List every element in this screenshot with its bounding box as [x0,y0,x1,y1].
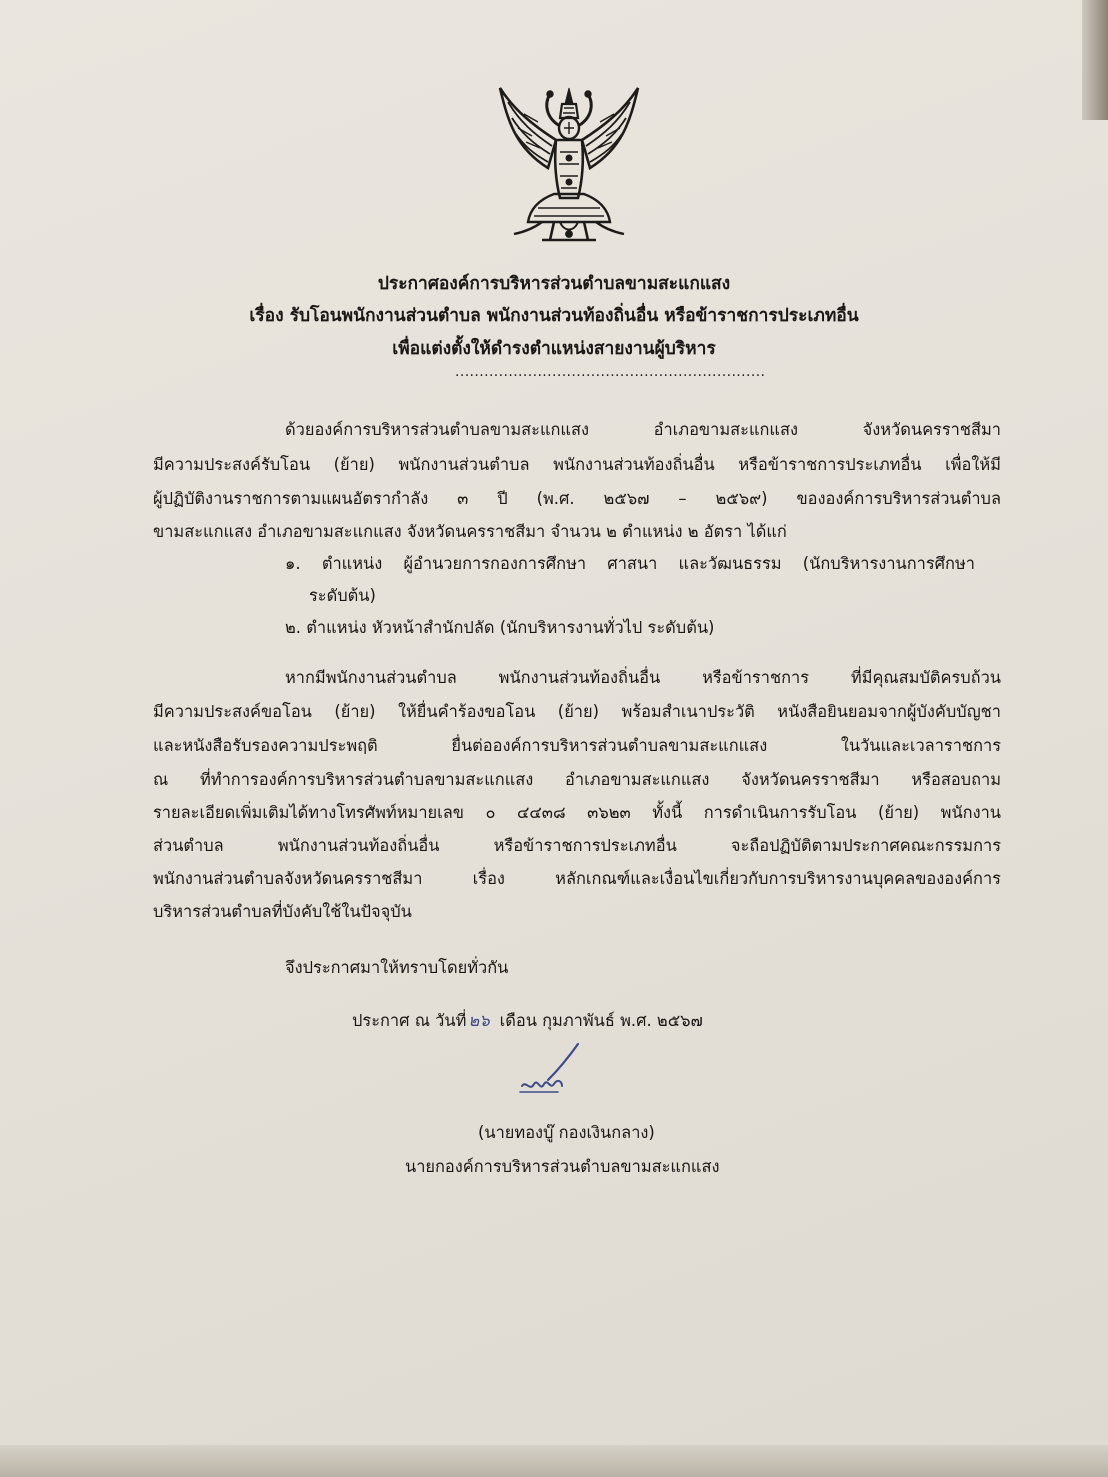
date-line [352,1008,703,1034]
position-2: ๒. ตำแหน่ง หัวหน้าสำนักปลัด (นักบริหารงานทั่วไป ระดับต้น) [285,618,715,637]
paragraph-2-line-3: และหนังสือรับรองความประพฤติ ยื่นต่อองค์การบริหารส่วนตำบลขามสะแกแสง ในวันและเวลาราชการ [153,736,1001,755]
closing-statement: จึงประกาศมาให้ทราบโดยทั่วกัน [285,958,509,977]
date-prefix: ประกาศ ณ วันที่ [352,1011,467,1030]
position-1-line-1: ๑. ตำแหน่ง ผู้อำนวยการกองการศึกษา ศาสนา และวัฒนธรรม (นักบริหารงานการศึกษา [285,554,975,573]
handwritten-signature-icon [518,1040,598,1100]
paragraph-2-line-1: หากมีพนักงานส่วนตำบล พนักงานส่วนท้องถิ่นอื่น หรือข้าราชการ ที่มีคุณสมบัติครบถ้วน [285,668,1001,687]
divider-dots: ................................................................ [455,364,766,380]
paragraph-2-line-4: ณ ที่ทำการองค์การบริหารส่วนตำบลขามสะแกแสง อำเภอขามสะแกแสง จังหวัดนครราชสีมา หรือสอบถาม [153,770,1001,789]
position-1-line-2: ระดับต้น) [309,586,376,605]
signatory-position: นายกองค์การบริหารส่วนตำบลขามสะแกแสง [405,1157,720,1176]
paragraph-1-line-4: ขามสะแกแสง อำเภอขามสะแกแสง จังหวัดนครราชสีมา จำนวน ๒ ตำแหน่ง ๒ อัตรา ได้แก่ [153,522,787,541]
paragraph-2-line-6: ส่วนตำบล พนักงานส่วนท้องถิ่นอื่น หรือข้าราชการประเภทอื่น จะถือปฏิบัติตามประกาศคณะกรรมการ [153,836,1001,855]
date-month-year: เดือน กุมภาพันธ์ พ.ศ. ๒๕๖๗ [499,1011,703,1030]
paragraph-2-line-8: บริหารส่วนตำบลที่บังคับใช้ในปัจจุบัน [153,902,412,921]
paragraph-1-line-2: มีความประสงค์รับโอน (ย้าย) พนักงานส่วนตำบล พนักงานส่วนท้องถิ่นอื่น หรือข้าราชการประเภทอื่น เพื่อให้มี [153,455,1001,474]
signatory-name: (นายทองบู๊ กองเงินกลาง) [478,1123,655,1142]
announcement-subject: เรื่อง รับโอนพนักงานส่วนตำบล พนักงานส่วนท้องถิ่นอื่น หรือข้าราชการประเภทอื่น [249,306,859,326]
paragraph-1-line-1: ด้วยองค์การบริหารส่วนตำบลขามสะแกแสง อำเภอขามสะแกแสง จังหวัดนครราชสีมา [285,420,1001,439]
date-day-handwritten: ๒๖ [468,1011,490,1030]
announcement-title: ประกาศองค์การบริหารส่วนตำบลขามสะแกแสง [377,274,731,294]
garuda-emblem-icon [494,82,644,247]
background-edge [1082,0,1108,120]
paragraph-1-line-3: ผู้ปฏิบัติงานราชการตามแผนอัตรากำลัง ๓ ปี (พ.ศ. ๒๕๖๗ – ๒๕๖๙) ขององค์การบริหารส่วนตำบล [153,489,1001,508]
paragraph-2-line-7: พนักงานส่วนตำบลจังหวัดนครราชสีมา เรื่อง หลักเกณฑ์และเงื่อนไขเกี่ยวกับการบริหารงานบุคคลขององค์การ [153,869,1001,888]
announcement-subject-continued: เพื่อแต่งตั้งให้ดำรงตำแหน่งสายงานผู้บริหาร [392,339,716,359]
paragraph-2-line-2: มีความประสงค์ขอโอน (ย้าย) ให้ยื่นคำร้องขอโอน (ย้าย) พร้อมสำเนาประวัติ หนังสือยินยอมจากผู้บังคับบัญชา [153,702,1001,721]
paper-shadow-edge [0,1445,1108,1477]
paragraph-2-line-5: รายละเอียดเพิ่มเติมได้ทางโทรศัพท์หมายเลข ๐ ๔๔๓๘ ๓๖๒๓ ทั้งนี้ การดำเนินการรับโอน (ย้าย) พนักงาน [153,803,1001,822]
